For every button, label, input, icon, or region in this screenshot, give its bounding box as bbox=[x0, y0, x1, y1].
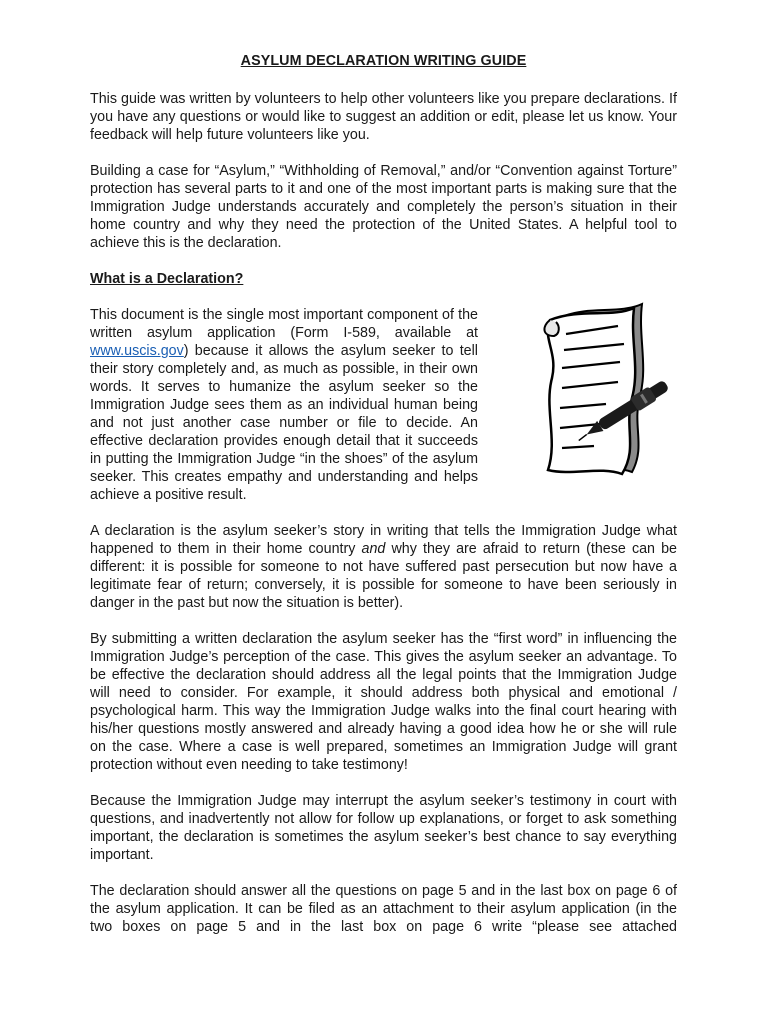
intro-paragraph: This guide was written by volunteers to help other volunteers like you prepare declarations. If you have any questions or would like to suggest an addition or edit, please let us know. Your feedback will help future volunteers like you. bbox=[90, 91, 677, 143]
definition-text-start: This document is the single most important component of the written asylum application (Form I-589, available at bbox=[90, 307, 478, 341]
story-paragraph bbox=[90, 522, 677, 612]
answer-paragraph: The declaration should answer all the questions on page 5 and in the last box on page 6 of the asylum application. It can be filed as an attachment to their asylum application (in the two boxes on page 5 and in the last box on page 6 write “please see attached bbox=[90, 883, 677, 935]
uscis-link[interactable]: www.uscis.gov bbox=[90, 343, 184, 359]
first-word-paragraph: By submitting a written declaration the asylum seeker has the “first word” in influencing the Immigration Judge’s perception of the case. This gives the asylum seeker an advantage. To be effective the declaration should address all the legal points that the Immigration Judge will need to consider. For example, it should address both physical and emotional / psychological harm. This way the Immigration Judge walks into the final court hearing with his/her questions mostly answered and already having a good idea how he or she will rule on the case. Where a case is well prepared, sometimes an Immigration Judge will grant protection without even needing to take testimony! bbox=[90, 631, 677, 773]
story-emphasis: and bbox=[361, 541, 386, 557]
document-with-pen-icon bbox=[520, 296, 680, 476]
definition-section bbox=[90, 306, 677, 504]
document-page bbox=[90, 52, 677, 954]
section-heading-what-is-declaration: What is a Declaration? bbox=[90, 271, 244, 287]
definition-text-end: ) because it allows the asylum seeker to tell their story completely and, as much as possible, in their own words. It serves to humanize the asylum seeker so the Immigration Judge sees them as an individual human being and not just another case number or file to decide. An effective declaration provides enough detail that it succeeds in putting the Immigration Judge “in the shoes” of the asylum seeker. This creates empathy and understanding and helps achieve a positive result. bbox=[90, 343, 478, 503]
interrupt-paragraph: Because the Immigration Judge may interrupt the asylum seeker’s testimony in court with questions, and inadvertently not allow for follow up explanations, or forget to ask something important, the declaration is sometimes the asylum seeker’s best chance to say everything important. bbox=[90, 793, 677, 863]
page-title: ASYLUM DECLARATION WRITING GUIDE bbox=[240, 53, 527, 69]
definition-paragraph bbox=[90, 306, 478, 504]
story-text-start: A declaration is the asylum seeker’s story in writing that tells the Immigration Judge what happened to them in their home country bbox=[90, 523, 677, 557]
building-case-paragraph: Building a case for “Asylum,” “Withholding of Removal,” and/or “Convention against Torture” protection has several parts to it and one of the most important parts is making sure that the Immigration Judge understands accurately and completely the person’s situation in their home country and why they need the protection of the United States. A helpful tool to achieve this is the declaration. bbox=[90, 163, 677, 251]
story-text-end: why they are afraid to return (these can be different: it is possible for someone to not have suffered past persecution but now have a legitimate fear of return; conversely, it is possible for someone to have been seriously in danger in the past but now the situation is better). bbox=[90, 541, 677, 611]
